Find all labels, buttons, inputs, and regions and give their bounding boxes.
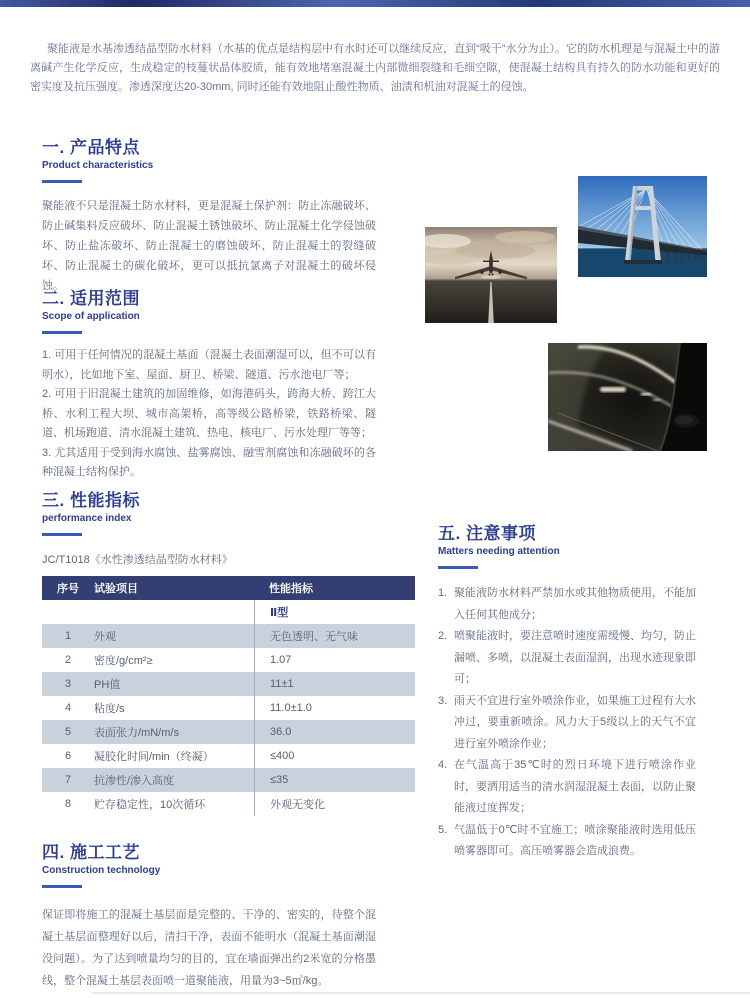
section4-title: 四. 施工工艺 xyxy=(42,843,140,862)
section-product-characteristics xyxy=(42,138,376,296)
scope-item: 1. 可用于任何情况的混凝土基面（混凝土表面潮湿可以，但不可以有明水），比如地下室、屋面、厨卫、桥梁、隧道、污水池电厂等； xyxy=(42,349,376,381)
table-row xyxy=(42,744,415,768)
section-matters-needing-attention xyxy=(438,524,696,863)
table-cell: 6 xyxy=(64,750,72,762)
section1-title: 一. 产品特点 xyxy=(42,138,140,157)
section3-subtitle: performance index xyxy=(42,513,132,524)
table-cell: 5 xyxy=(64,726,72,738)
table-cell: 外观 xyxy=(94,631,116,643)
section5-divider xyxy=(438,566,478,569)
section5-title: 五. 注意事项 xyxy=(438,524,536,543)
section-scope-of-application xyxy=(42,289,376,483)
section4-divider xyxy=(42,885,82,888)
table-cell: ≤35 xyxy=(254,768,415,792)
section3-title: 三. 性能指标 xyxy=(42,491,140,510)
table-cell: PH值 xyxy=(94,679,121,691)
table-type-row xyxy=(42,600,415,624)
table-header-cell: 性能指标 xyxy=(269,583,313,595)
list-item: 3. 雨天不宜进行室外喷涂作业，如果施工过程有大水冲过，要重新喷涂。风力大于5级以上的天气不宜进行室外喷涂作业； xyxy=(438,694,696,750)
table-cell: 2 xyxy=(64,654,72,666)
section4-body: 保证即将施工的混凝土基层面是完整的、干净的、密实的，待整个混凝土基层面整理好以后，清扫干净，表面不能明水（混凝土基面潮湿没问题）。为了达到喷量均匀的目的，宜在墙面弹出约2米宽的分格墨线，整个混凝土基层表面喷一道聚能液，用量为3~5㎡/kg。 xyxy=(42,909,376,987)
table-cell: 粘度/s xyxy=(94,703,125,715)
airplane-photo xyxy=(425,227,557,323)
table-cell: 抗渗性/渗入高度 xyxy=(94,775,175,787)
section-performance-index xyxy=(42,491,415,816)
table-row xyxy=(42,720,415,744)
table-cell: ≤400 xyxy=(254,744,415,768)
table-row xyxy=(42,792,415,816)
table-row xyxy=(42,696,415,720)
table-cell: 36.0 xyxy=(254,720,415,744)
list-item: 1. 聚能液防水材料严禁加水或其他物质使用，不能加入任何其他成分； xyxy=(438,587,696,621)
table-cell: 11.0±1.0 xyxy=(254,696,415,720)
table-header-cell: 序号 xyxy=(57,583,79,595)
table-header-cell: 试验项目 xyxy=(94,583,138,595)
attention-list xyxy=(438,583,696,863)
table-cell: 密度/g/cm²≥ xyxy=(94,655,153,667)
section1-subtitle: Product characteristics xyxy=(42,160,154,171)
table-cell: 1.07 xyxy=(254,648,415,672)
section2-body xyxy=(42,346,376,483)
scope-item: 2. 可用于旧混凝土建筑的加固维修，如海港码头，跨海大桥、跨江大桥、水利工程大坝、城市高架桥，高等级公路桥梁，铁路桥梁、隧道、机场跑道、清水混凝土建筑、热电、核电厂、污水处理厂等等； xyxy=(42,388,376,439)
table-header-row xyxy=(42,576,415,600)
list-item: 2. 喷聚能液时，要注意喷时速度需缓慢、均匀，防止漏喷、多喷，以混凝土表面湿润，出现水迹现象即可； xyxy=(438,630,696,685)
table-row xyxy=(42,768,415,792)
top-accent-bar xyxy=(0,0,750,7)
table-cell: 凝胶化时间/min（终凝） xyxy=(94,751,214,763)
table-cell: 8 xyxy=(64,798,72,810)
table-cell: 1 xyxy=(64,630,72,642)
section3-divider xyxy=(42,533,82,536)
table-row xyxy=(42,672,415,696)
list-item: 4. 在气温高于35℃时的烈日环境下进行喷涂作业时，要洒用适当的清水润湿混凝土表面，以防止聚能液过度挥发； xyxy=(438,759,696,814)
section1-body: 聚能液不只是混凝土防水材料，更是混凝土保护剂：防止冻融破坏、防止碱集料反应破坏、防止混凝土锈蚀破坏、防止混凝土化学侵蚀破坏、防止盐冻破坏、防止混凝土的磨蚀破坏、防止混凝土的裂缝破坏、防止混凝土的碳化破坏，更可以抵抗氯离子对混凝土的破坏侵蚀。 xyxy=(42,200,376,292)
intro-paragraph: 聚能液是水基渗透结晶型防水材料（水基的优点是结构层中有水时还可以继续反应，直到“吸干”水分为止）。它的防水机理是与混凝土中的游离碱产生化学反应，生成稳定的枝蔓状晶体胶质，能有效地堵塞混凝土内部微细裂缝和毛细空隙，使混凝土结构具有持久的防水功能和更好的密实度及抗压强度。渗透深度达20-30mm, 同时还能有效地阻止酸性物质、油渍和机油对混凝土的侵蚀。 xyxy=(30,43,720,93)
section2-subtitle: Scope of application xyxy=(42,311,140,322)
table-cell: 贮存稳定性，10次循环 xyxy=(94,799,206,811)
type-label: Ⅱ型 xyxy=(254,600,415,624)
section1-divider xyxy=(42,180,82,183)
section4-subtitle: Construction technology xyxy=(42,865,161,876)
table-row xyxy=(42,624,415,648)
bridge-photo xyxy=(578,176,707,277)
page-bottom-rule xyxy=(92,992,750,994)
section2-divider xyxy=(42,331,82,334)
performance-table xyxy=(42,576,415,816)
section-construction-technology xyxy=(42,843,376,992)
table-cell: 3 xyxy=(64,678,72,690)
table-cell: 外观无变化 xyxy=(254,792,415,816)
table-cell: 4 xyxy=(64,702,72,714)
table-cell: 无色透明、无气味 xyxy=(254,624,415,648)
table-cell: 7 xyxy=(64,774,72,786)
table-cell: 11±1 xyxy=(254,672,415,696)
section5-subtitle: Matters needing attention xyxy=(438,546,560,557)
tunnel-photo xyxy=(548,343,707,451)
scope-item: 3. 尤其适用于受到海水腐蚀、盐雾腐蚀、融雪剂腐蚀和冻融破坏的各种混凝士结构保护。 xyxy=(42,446,376,478)
standard-reference: JC/T1018《水性渗透结晶型防水材料》 xyxy=(42,554,233,566)
section2-title: 二. 适用范围 xyxy=(42,289,140,308)
table-row xyxy=(42,648,415,672)
list-item: 5. 气温低于0℃时不宜施工；喷涂聚能液时选用低压喷雾器即可。高压喷雾器会造成浪费。 xyxy=(438,823,696,857)
table-cell: 表面张力/mN/m/s xyxy=(94,727,179,739)
